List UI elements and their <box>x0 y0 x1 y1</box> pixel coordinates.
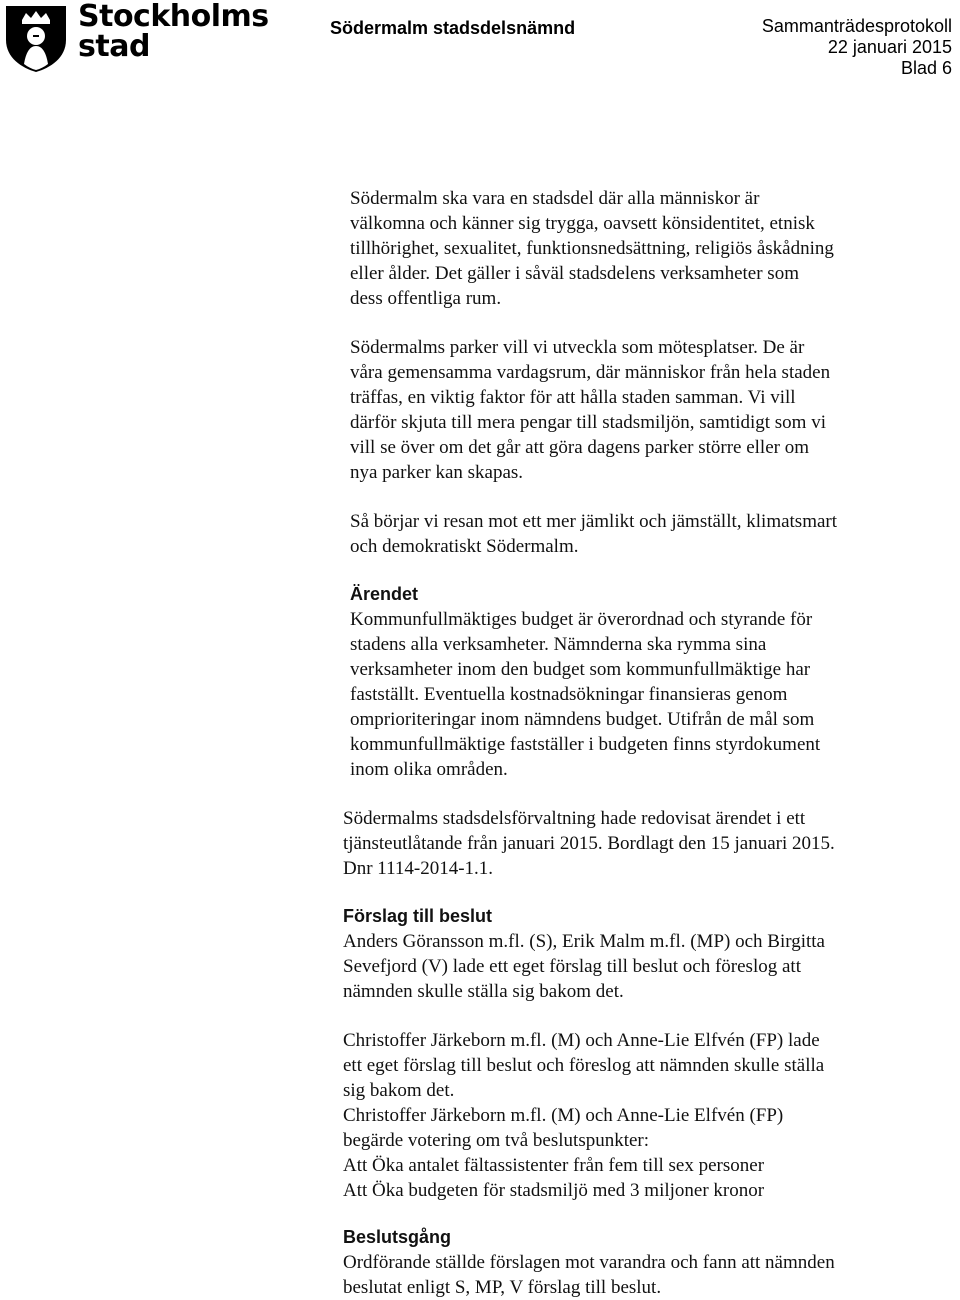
logo-line-2: stad <box>78 29 150 64</box>
beslutsgang-paragraph: Ordförande ställde förslagen mot varandra och fann att nämnden beslutat enligt S, MP, V förslag till beslut. <box>343 1252 835 1298</box>
forvaltning-paragraph: Södermalms stadsdelsförvaltning hade redovisat ärendet i ett tjänsteutlåtande från januari 2015. Bordlagt den 15 januari 2015. Dnr 1114-2014-1.1. <box>343 808 835 879</box>
committee-name: Södermalm stadsdelsnämnd <box>330 18 576 38</box>
stockholms-stad-logo <box>4 0 269 74</box>
logo-line-1: Stockholms <box>78 0 269 34</box>
document-type: Sammanträdesprotokoll <box>761 16 952 36</box>
section-heading-forslag: Förslag till beslut <box>343 906 493 926</box>
document-meta <box>762 16 952 79</box>
meeting-date: 22 januari 2015 <box>827 37 952 57</box>
arendet-paragraph: Kommunfullmäktiges budget är överordnad och styrande för stadens alla verksamheter. Nämnderna ska rymma sina verksamheter inom den budget som kommunfullmäktige har fastställt. Eventuella kostnadsökningar finansieras genom omprioriteringar inom nämndens budget. Utifrån de mål som kommunfullmäktige fastställer i budgeten finns styrdokument inom olika områden. <box>350 609 821 780</box>
intro-paragraph-3: Så börjar vi resan mot ett mer jämlikt och jämställt, klimatsmart och demokratiskt Södermalm. <box>350 511 838 557</box>
forslag-paragraph-1: Anders Göransson m.fl. (S), Erik Malm m.fl. (MP) och Birgitta Sevefjord (V) lade ett eget förslag till beslut och föreslog att nämnden skulle ställa sig bakom det. <box>343 931 825 1002</box>
forslag-paragraph-2: Christoffer Järkeborn m.fl. (M) och Anne-Lie Elfvén (FP) lade ett eget förslag till beslut och föreslog att nämnden skulle ställa sig bakom det. Christoffer Järkeborn m.fl. (M) och Anne-Lie Elfvén (FP) begärde votering om två beslutspunkter: Att Öka antalet fältassistenter från fem till sex personer Att Öka budgeten för stadsmiljö med 3 miljoner kronor <box>343 1030 825 1201</box>
section-heading-beslutsgang: Beslutsgång <box>343 1227 452 1247</box>
city-shield-icon <box>4 4 68 74</box>
intro-paragraph-2: Södermalms parker vill vi utveckla som mötesplatser. De är våra gemensamma vardagsrum, där människor från hela staden träffas, en viktig faktor för att hålla staden samman. Vi vill därför skjuta till mera pengar till stadsmiljön, samtidigt som vi vill se över om det går att göra dagens parker större eller om nya parker kan skapas. <box>350 337 831 483</box>
page-number: Blad 6 <box>900 58 952 78</box>
logo-wordmark <box>78 2 269 62</box>
intro-paragraph-1: Södermalm ska vara en stadsdel där alla människor är välkomna och känner sig trygga, oavsett könsidentitet, etnisk tillhörighet, sexualitet, funktionsnedsättning, religiös åskådning eller ålder. Det gäller i såväl stadsdelens verksamheter som dess offentliga rum. <box>350 188 834 309</box>
section-heading-arendet: Ärendet <box>350 584 419 604</box>
